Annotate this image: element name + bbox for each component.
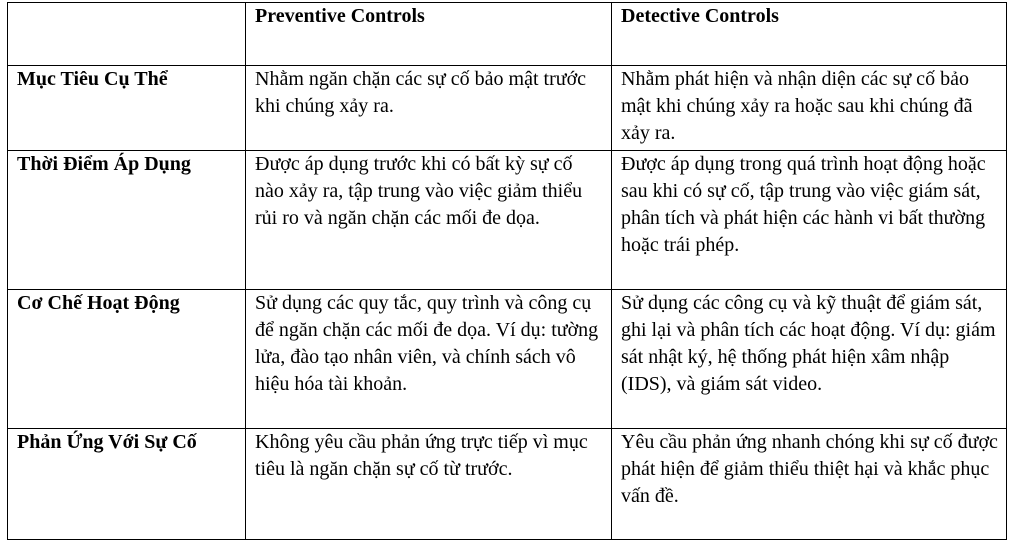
header-cell-empty — [8, 3, 246, 66]
table-row — [8, 66, 1007, 151]
detective-cell: Yêu cầu phản ứng nhanh chóng khi sự cố được phát hiện để giảm thiểu thiệt hại và khắc phục vấn đề. — [612, 429, 1007, 540]
row-label: Phản Ứng Với Sự Cố — [8, 429, 246, 540]
row-label: Cơ Chế Hoạt Động — [8, 290, 246, 429]
header-cell-detective: Detective Controls — [612, 3, 1007, 66]
preventive-cell: Sử dụng các quy tắc, quy trình và công cụ để ngăn chặn các mối đe dọa. Ví dụ: tường lửa, đào tạo nhân viên, và chính sách vô hiệu hóa tài khoản. — [246, 290, 612, 429]
header-cell-preventive: Preventive Controls — [246, 3, 612, 66]
detective-cell: Được áp dụng trong quá trình hoạt động hoặc sau khi có sự cố, tập trung vào việc giám sát, phân tích và phát hiện các hành vi bất thường hoặc trái phép. — [612, 151, 1007, 290]
detective-cell: Nhằm phát hiện và nhận diện các sự cố bảo mật khi chúng xảy ra hoặc sau khi chúng đã xảy ra. — [612, 66, 1007, 151]
table-row — [8, 151, 1007, 290]
table-row — [8, 290, 1007, 429]
row-label: Mục Tiêu Cụ Thể — [8, 66, 246, 151]
table-row — [8, 429, 1007, 540]
preventive-cell: Không yêu cầu phản ứng trực tiếp vì mục tiêu là ngăn chặn sự cố từ trước. — [246, 429, 612, 540]
detective-cell: Sử dụng các công cụ và kỹ thuật để giám sát, ghi lại và phân tích các hoạt động. Ví dụ: giám sát nhật ký, hệ thống phát hiện xâm nhập (IDS), và giám sát video. — [612, 290, 1007, 429]
preventive-cell: Được áp dụng trước khi có bất kỳ sự cố nào xảy ra, tập trung vào việc giảm thiểu rủi ro và ngăn chặn các mối đe dọa. — [246, 151, 612, 290]
preventive-cell: Nhằm ngăn chặn các sự cố bảo mật trước khi chúng xảy ra. — [246, 66, 612, 151]
row-label: Thời Điểm Áp Dụng — [8, 151, 246, 290]
table-header-row — [8, 3, 1007, 66]
comparison-table — [7, 2, 1007, 540]
